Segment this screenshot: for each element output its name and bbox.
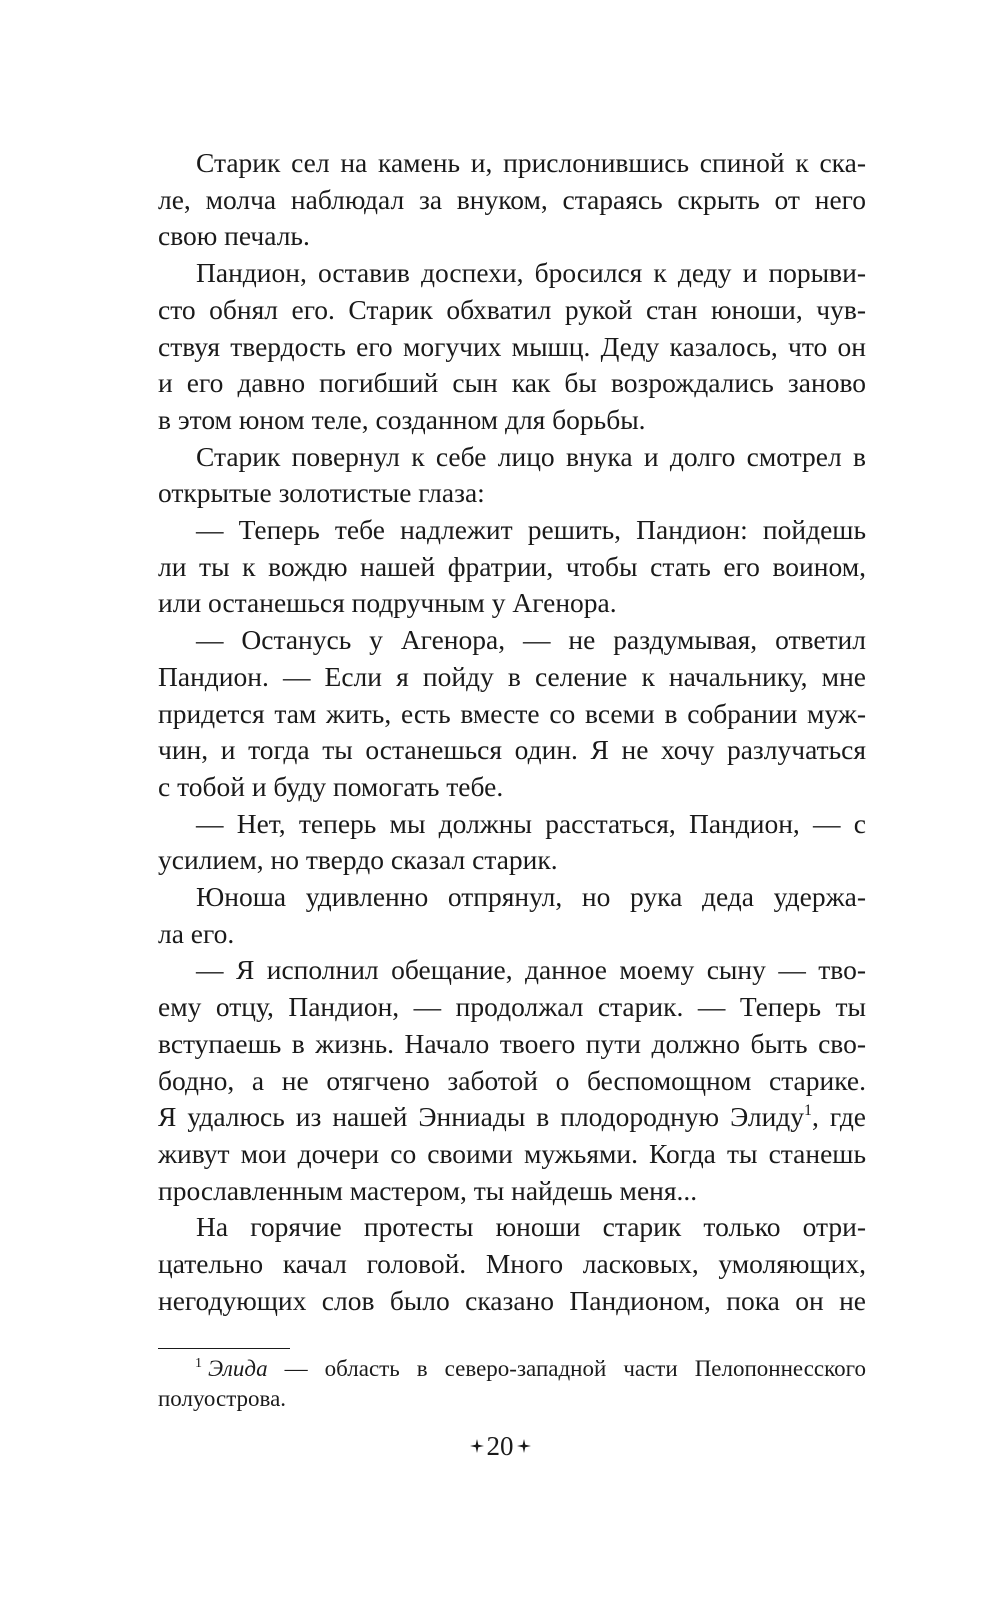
- paragraph: [158, 1209, 866, 1319]
- text-line: негодующих слов было сказано Пандионом, пока он не: [158, 1284, 866, 1316]
- paragraph: [158, 879, 866, 952]
- page-number: [0, 1430, 1000, 1462]
- paragraph: [158, 622, 866, 806]
- text-line: — Останусь у Агенора, — не раздумывая, ответил: [196, 624, 866, 656]
- text-line: вступаешь в жизнь. Начало твоего пути должно быть сво-: [158, 1027, 866, 1059]
- footnote-mark: 1: [195, 1356, 202, 1371]
- text-line: Юноша удивленно отпрянул, но рука деда удержа-: [196, 881, 866, 913]
- text-line: Старик повернул к себе лицо внука и долго смотрел в: [196, 440, 866, 472]
- text-line: ему отцу, Пандион, — продолжал старик. — Теперь ты: [158, 991, 866, 1023]
- text-line: чин, и тогда ты останешься один. Я не хочу разлучаться: [158, 734, 866, 766]
- text-line: На горячие протесты юноши старик только отри-: [196, 1211, 866, 1243]
- paragraph: [158, 145, 866, 255]
- text-line: свою печаль.: [158, 220, 310, 252]
- main-text: [158, 145, 866, 1320]
- footnote-line: [158, 1354, 866, 1384]
- paragraph: [158, 806, 866, 879]
- text-line: прославленным мастером, ты найдешь меня...: [158, 1174, 698, 1206]
- footnote-term: Элида: [208, 1356, 268, 1381]
- text-line: ле, молча наблюдал за внуком, стараясь скрыть от него: [158, 183, 866, 215]
- text-line: и его давно погибший сын как бы возрождались заново: [158, 367, 866, 399]
- text-line: усилием, но твердо сказал старик.: [158, 844, 558, 876]
- text-line: Пандион, оставив доспехи, бросился к деду и порыви-: [196, 257, 866, 289]
- page-number-value: 20: [486, 1431, 514, 1461]
- text-line: открытые золотистые глаза:: [158, 477, 485, 509]
- paragraph: [158, 952, 866, 1209]
- text-line: бодно, а не отягчено заботой о беспомощном старике.: [158, 1064, 866, 1096]
- text-line: цательно качал головой. Много ласковых, умоляющих,: [158, 1248, 866, 1280]
- text-line: ли ты к вождю нашей фратрии, чтобы стать его воином,: [158, 550, 866, 582]
- footnote-line: полуострова.: [158, 1386, 287, 1411]
- text-line: Пандион. — Если я пойду в селение к начальнику, мне: [158, 660, 866, 692]
- text-line: — Теперь тебе надлежит решить, Пандион: пойдешь: [196, 514, 866, 546]
- text-line-with-footnote-ref: Я удалюсь из нашей Энниады в плодородную Элиду$^1$, где: [158, 1101, 867, 1133]
- text-line: живут мои дочери со своими мужьями. Когда ты станешь: [158, 1137, 866, 1169]
- ornament-star-icon: [470, 1439, 484, 1453]
- text-line: — Нет, теперь мы должны расстаться, Пандион, — с: [196, 807, 866, 839]
- text-line: или останешься подручным у Агенора.: [158, 587, 617, 619]
- text-line: ла его.: [158, 917, 235, 949]
- text-line: — Я исполнил обещание, данное моему сыну — тво-: [196, 954, 866, 986]
- text-line: ствуя твердость его могучих мышц. Деду казалось, что он: [158, 330, 866, 362]
- text-line: Старик сел на камень и, прислонившись спиной к ска-: [196, 147, 866, 178]
- text-line: с тобой и буду помогать тебе.: [158, 770, 504, 802]
- paragraph: [158, 439, 866, 512]
- ornament-star-icon: [517, 1439, 531, 1453]
- text-line: придется там жить, есть вместе со всеми в собрании муж-: [158, 697, 866, 729]
- footnote: [158, 1354, 866, 1414]
- text-line-part: Я удалюсь из нашей Энниады в плодородную Элиду: [158, 1101, 805, 1133]
- paragraph: [158, 512, 866, 622]
- text-line-part: где: [829, 1101, 867, 1133]
- footnote-ref[interactable]: 1: [804, 1102, 813, 1120]
- footnote-divider: [158, 1348, 290, 1349]
- text-line: в этом юном теле, созданном для борьбы.: [158, 403, 646, 435]
- text-line: сто обнял его. Старик обхватил рукой стан юноши, чув-: [158, 293, 866, 325]
- paragraph: [158, 255, 866, 439]
- footnote-text: — область в северо-западной части Пелопоннесского: [267, 1356, 866, 1381]
